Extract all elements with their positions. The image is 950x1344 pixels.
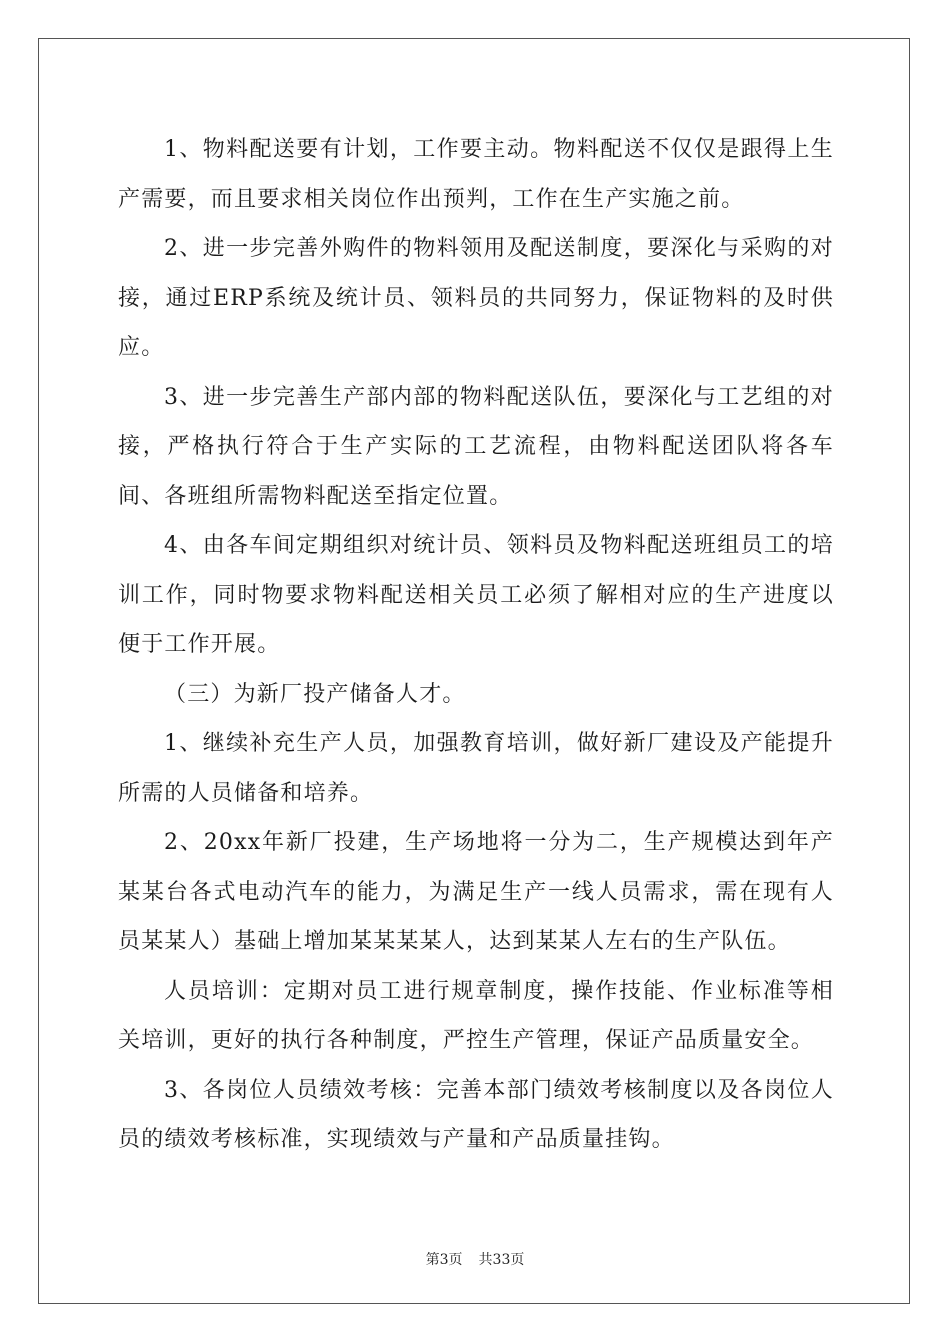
- section-heading: （三）为新厂投产储备人才。: [164, 681, 466, 707]
- paragraph: 3、各岗位人员绩效考核：完善本部门绩效考核制度以及各岗位人员的绩效考核标准，实现绩效与产量和产品质量挂钩。: [118, 1077, 834, 1152]
- paragraph: 1、物料配送要有计划，工作要主动。物料配送不仅仅是跟得上生产需要，而且要求相关岗位作出预判，工作在生产实施之前。: [118, 137, 834, 212]
- paragraph: 1、继续补充生产人员，加强教育培训，做好新厂建设及产能提升所需的人员储备和培养。: [118, 731, 834, 806]
- page-total: 共33页: [478, 1252, 525, 1268]
- paragraph: 2、进一步完善外购件的物料领用及配送制度，要深化与采购的对接，通过ERP系统及统计员、领料员的共同努力，保证物料的及时供应。: [118, 236, 834, 360]
- page-footer: [0, 1249, 950, 1269]
- paragraph: 2、20xx年新厂投建，生产场地将一分为二，生产规模达到年产某某台各式电动汽车的能力，为满足生产一线人员需求，需在现有人员某某人）基础上增加某某某某人，达到某某人左右的生产队伍。: [118, 830, 834, 954]
- paragraph: 人员培训：定期对员工进行规章制度，操作技能、作业标准等相关培训，更好的执行各种制度，严控生产管理，保证产品质量安全。: [118, 978, 834, 1053]
- paragraph: 4、由各车间定期组织对统计员、领料员及物料配送班组员工的培训工作，同时物要求物料配送相关员工必须了解相对应的生产进度以便于工作开展。: [118, 533, 834, 657]
- page-number: 第3页: [425, 1252, 463, 1268]
- document-body: [118, 125, 834, 1165]
- paragraph: 3、进一步完善生产部内部的物料配送队伍，要深化与工艺组的对接，严格执行符合于生产实际的工艺流程，由物料配送团队将各车间、各班组所需物料配送至指定位置。: [118, 384, 834, 509]
